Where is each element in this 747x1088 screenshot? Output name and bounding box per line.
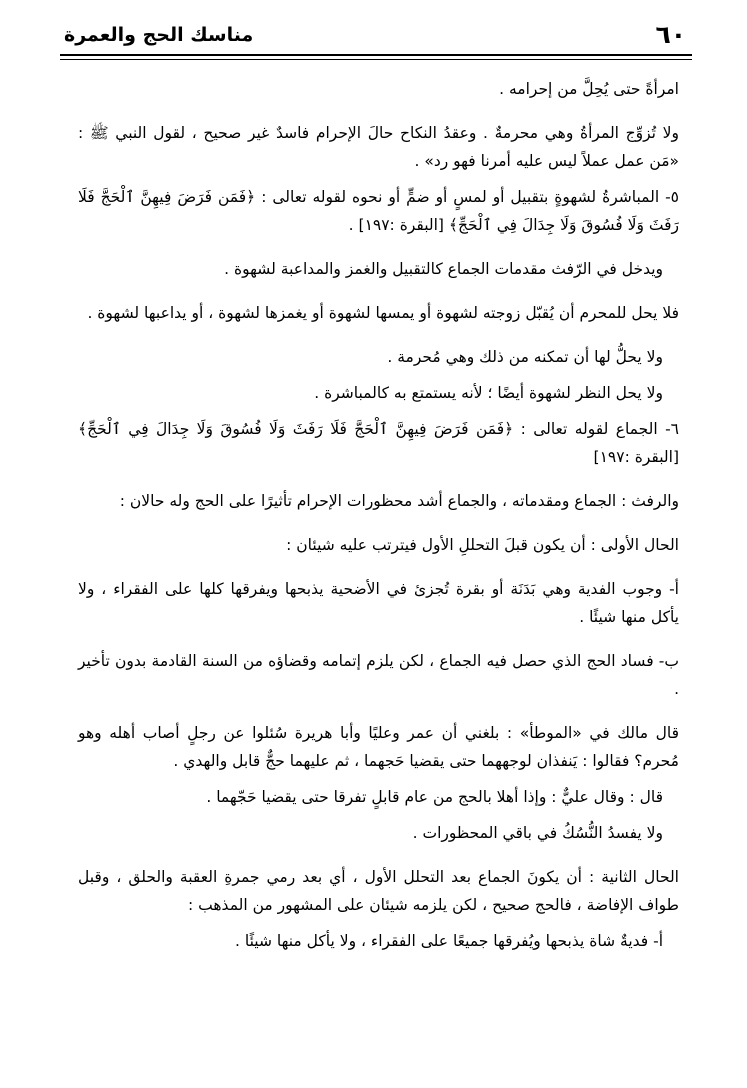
paragraph: والرفث : الجماع ومقدماته ، والجماع أشد محظورات الإحرام تأثيرًا على الحج وله حالان : xyxy=(119,492,679,510)
page-number: ٦٠ xyxy=(655,20,686,49)
paragraph: ٥- المباشرةُ لشهوةٍ بتقبيل أو لمسٍ أو ضمٍّ أو نحوه لقوله تعالى : ﴿فَمَن فَرَضَ فِيهِنَّ ٱلْحَجَّ فَلَا رَفَثَ وَلَا فُسُوقَ وَلَا جِدَالَ فِي ٱلْحَجِّ﴾ [البقرة :١٩٧] . xyxy=(78,188,679,234)
paragraph: الحال الأولى : أن يكون قبلَ التحللِ الأول فيترتب عليه شيئان : xyxy=(286,536,679,554)
paragraph: امرأةً حتى يُحِلَّ من إحرامه . xyxy=(499,80,679,98)
paragraph: ب- فساد الحج الذي حصل فيه الجماع ، لكن يلزم إتمامه وقضاؤه من السنة القادمة بدون تأخير . xyxy=(78,652,679,698)
page-header xyxy=(62,20,692,54)
header-rule-thick xyxy=(60,54,692,56)
paragraph: أ- فديةٌ شاة يذبحها ويُفرقها جميعًا على الفقراء ، ولا يأكل منها شيئًا . xyxy=(235,932,663,950)
paragraph: الحال الثانية : أن يكونَ الجماع بعد التحلل الأول ، أي بعد رمي جمرةِ العقبة والحلق ، وقبل طواف الإفاضة ، فالحج صحيح ، لكن يلزمه شيئان على المشهور من المذهب : xyxy=(78,868,679,914)
header-rule-thin xyxy=(60,59,692,60)
page-body xyxy=(78,75,679,955)
paragraph: ٦- الجماع لقوله تعالى : ﴿فَمَن فَرَضَ فِيهِنَّ ٱلْحَجَّ فَلَا رَفَثَ وَلَا فُسُوقَ وَلَا جِدَالَ فِي ٱلْحَجِّ﴾ [البقرة :١٩٧] xyxy=(78,420,679,466)
paragraph: ولا يفسدُ النُّسُكُ في باقي المحظورات . xyxy=(412,824,663,842)
paragraph: قال مالك في «الموطأ» : بلغني أن عمر وعليًا وأبا هريرة سُئلوا عن رجلٍ أصاب أهله وهو مُحرم؟ فقالوا : يَنفذان لوجههما حتى يقضيا حَجهما ، ثم عليهما حجٌّ قابل والهدي . xyxy=(78,724,679,770)
paragraph: ويدخل في الرّفث مقدمات الجماع كالتقبيل والغمز والمداعبة لشهوة . xyxy=(224,260,663,278)
running-title: مناسك الحج والعمرة xyxy=(64,24,254,46)
paragraph: ولا تُزوِّج المرأةُ وهي محرمةٌ . وعقدُ النكاح حالَ الإحرام فاسدٌ غير صحيح ، لقول النبي ﷺ : «مَن عمل عملاً ليس عليه أمرنا فهو رد» . xyxy=(78,124,679,170)
paragraph: ولا يحل النظر لشهوة أيضًا ؛ لأنه يستمتع به كالمباشرة . xyxy=(314,384,663,402)
paragraph: فلا يحل للمحرم أن يُقبّل زوجته لشهوة أو يمسها لشهوة أو يغمزها لشهوة ، أو يداعبها لشهوة . xyxy=(87,304,679,322)
paragraph: أ- وجوب الفدية وهي بَدَنَة أو بقرة تُجزئ في الأضحية يذبحها ويفرقها كلها على الفقراء ، ولا يأكل منها شيئًا . xyxy=(78,580,679,626)
paragraph: ولا يحلُّ لها أن تمكنه من ذلك وهي مُحرمة . xyxy=(387,348,663,366)
paragraph: قال : وقال عليٌّ : وإذا أهلا بالحج من عام قابلٍ تفرقا حتى يقضيا حَجّهما . xyxy=(206,788,663,806)
